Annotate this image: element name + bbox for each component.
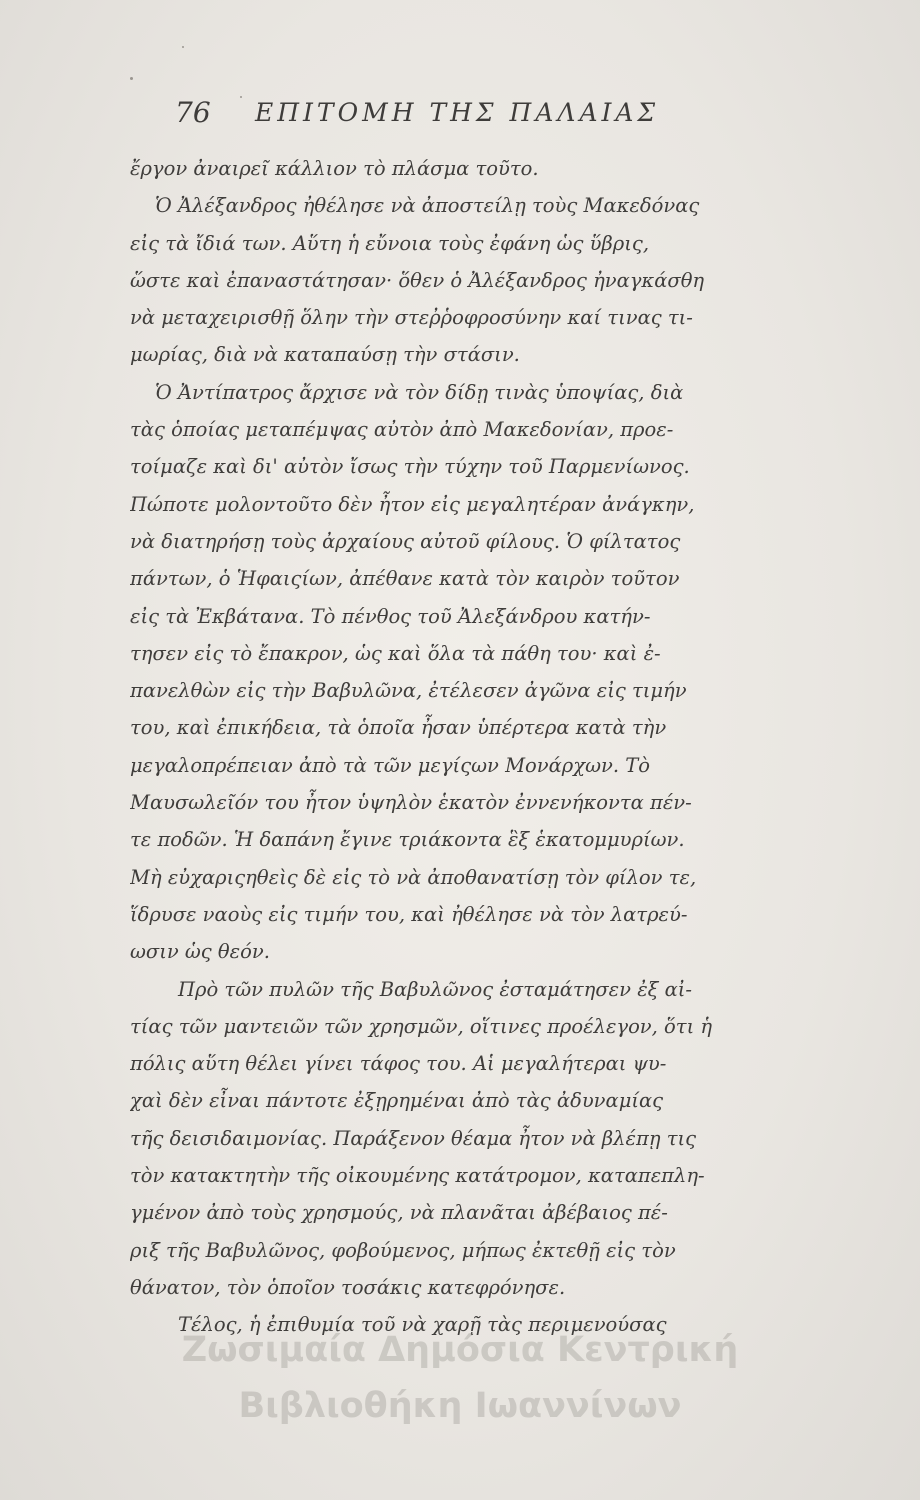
text-line: τὸν κατακτητὴν τῆς οἰκουμένης κατάτρομον, καταπεπλη- xyxy=(130,1164,705,1188)
text-line: χαὶ δὲν εἶναι πάντοτε ἐξῃρημέναι ἀπὸ τὰς ἀδυναμίας xyxy=(130,1089,664,1113)
text-line: Μὴ εὐχαριςηθεὶς δὲ εἰς τὸ νὰ ἀποθανατίσῃ τὸν φίλον τε, xyxy=(130,865,697,889)
text-line: τῆς δεισιδαιμονίας. Παράξενον θέαμα ἦτον νὰ βλέπῃ τις xyxy=(130,1126,697,1150)
text-line: θάνατον, τὸν ὁποῖον τοσάκις κατεφρόνησε. xyxy=(130,1275,566,1299)
text-line: εἰς τὰ Ἐκβάτανα. Τὸ πένθος τοῦ Ἀλεξάνδρου κατήν- xyxy=(130,604,651,628)
text-line: ριξ τῆς Βαβυλῶνος, φοβούμενος, μήπως ἐκτεθῇ εἰς τὸν xyxy=(130,1238,676,1262)
text-line: τίας τῶν μαντειῶν τῶν χρησμῶν, οἵτινες προέλεγον, ὅτι ἡ xyxy=(130,1014,713,1038)
text-line: μωρίας, διὰ νὰ καταπαύσῃ τὴν στάσιν. xyxy=(130,343,520,367)
text-line: Μαυσωλεῖόν του ἦτον ὑψηλὸν ἑκατὸν ἐννενήκοντα πέν- xyxy=(130,791,692,815)
text-line: Τέλος, ἡ ἐπιθυμία τοῦ νὰ χαρῇ τὰς περιμενούσας xyxy=(178,1313,667,1337)
library-watermark-line2: Βιβλιοθήκη Ιωαννίνων xyxy=(238,1386,682,1426)
text-line: νὰ διατηρήσῃ τοὺς ἀρχαίους αὐτοῦ φίλους. Ὁ φίλτατος xyxy=(130,529,681,553)
text-line: Πώποτε μολοντοῦτο δὲν ἦτον εἰς μεγαλητέραν ἀνάγκην, xyxy=(130,492,695,516)
body-text xyxy=(130,150,830,1344)
paper-speck xyxy=(130,77,133,80)
library-watermark-line1: Ζωσιμαία Δημόσια Κεντρική xyxy=(181,1330,739,1370)
text-line: τε ποδῶν. Ἡ δαπάνη ἔγινε τριάκοντα ἓξ ἑκατομμυρίων. xyxy=(130,828,685,852)
text-line: εἰς τὰ ἴδιά των. Αὕτη ἡ εὔνοια τοὺς ἐφάνη ὡς ὕβρις, xyxy=(130,231,650,255)
text-line: τὰς ὁποίας μεταπέμψας αὐτὸν ἀπὸ Μακεδονίαν, προε- xyxy=(130,418,674,442)
text-line: Ὁ Ἀλέξανδρος ἠθέλησε νὰ ἀποστείλῃ τοὺς Μακεδόνας xyxy=(155,194,700,218)
text-line: ἔργον ἀναιρεῖ κάλλιον τὸ πλάσμα τοῦτο. xyxy=(130,157,539,180)
text-line: ωσιν ὡς θεόν. xyxy=(130,940,270,964)
page-header xyxy=(175,96,825,136)
text-line: νὰ μεταχειρισθῇ ὅλην τὴν στεῤῥοφροσύνην καί τινας τι- xyxy=(130,306,693,330)
text-line: Ὁ Ἀντίπατρος ἄρχισε νὰ τὸν δίδῃ τινὰς ὑποψίας, διὰ xyxy=(155,380,684,404)
text-line: μεγαλοπρέπειαν ἀπὸ τὰ τῶν μεγίςων Μονάρχων. Τὸ xyxy=(130,753,650,777)
text-line: πανελθὼν εἰς τὴν Βαβυλῶνα, ἐτέλεσεν ἀγῶνα εἰς τιμήν xyxy=(130,679,687,703)
text-line: πάντων, ὁ Ἡφαιςίων, ἀπέθανε κατὰ τὸν καιρὸν τοῦτον xyxy=(130,567,680,591)
paper-speck xyxy=(182,46,184,48)
running-title: ΕΠΙΤΟΜΗ ΤΗΣ ΠΑΛΑΙΑΣ xyxy=(255,98,660,127)
text-line: του, καὶ ἐπικήδεια, τὰ ὁποῖα ἦσαν ὑπέρτερα κατὰ τὴν xyxy=(130,716,667,740)
paper-speck xyxy=(240,96,242,98)
text-line: τησεν εἰς τὸ ἔπακρον, ὡς καὶ ὅλα τὰ πάθη του· καὶ ἐ- xyxy=(130,641,661,665)
text-line: πόλις αὕτη θέλει γίνει τάφος του. Αἱ μεγαλήτεραι ψυ- xyxy=(130,1052,667,1076)
text-line: γμένον ἀπὸ τοὺς χρησμούς, νὰ πλανᾶται ἀβέβαιος πέ- xyxy=(130,1201,668,1225)
text-line: Πρὸ τῶν πυλῶν τῆς Βαβυλῶνος ἐσταμάτησεν ἐξ αἰ- xyxy=(178,977,692,1001)
page-number: 76 xyxy=(175,96,211,129)
text-line: ἵδρυσε ναοὺς εἰς τιμήν του, καὶ ἠθέλησε νὰ τὸν λατρεύ- xyxy=(130,902,688,926)
text-line: ὥστε καὶ ἐπαναστάτησαν· ὅθεν ὁ Ἀλέξανδρος ἠναγκάσθη xyxy=(130,268,705,292)
text-line: τοίμαζε καὶ δι' αὐτὸν ἴσως τὴν τύχην τοῦ Παρμενίωνος. xyxy=(130,455,690,479)
